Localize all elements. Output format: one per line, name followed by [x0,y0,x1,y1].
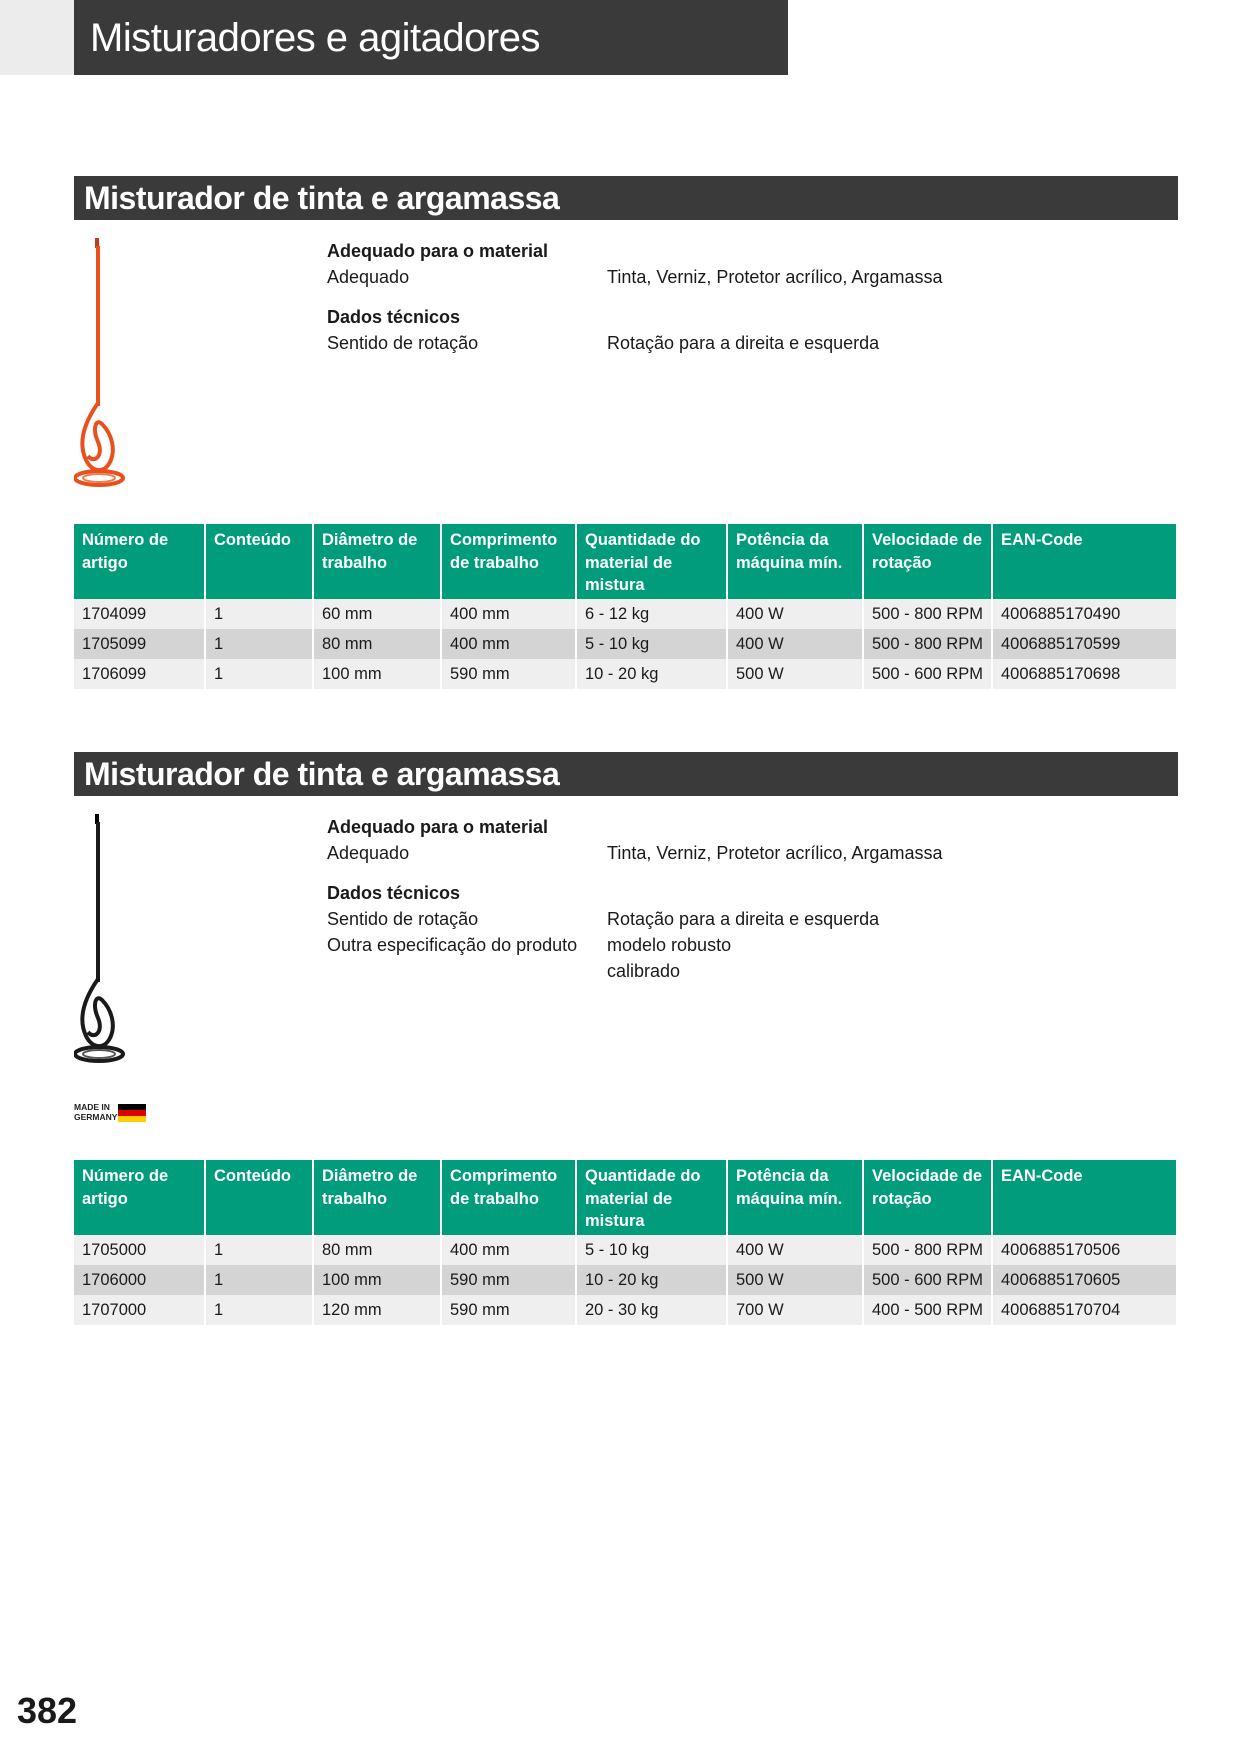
col-ean: EAN-Code [992,1160,1176,1235]
cell-power: 500 W [727,1265,863,1295]
black-mixer-image [74,814,134,1070]
cell-power: 400 W [727,629,863,659]
cell-article-number: 1707000 [74,1295,205,1325]
cell-speed: 400 - 500 RPM [863,1295,992,1325]
cell-ean: 4006885170490 [992,599,1176,629]
cell-speed: 500 - 800 RPM [863,1235,992,1265]
table-header-row [74,524,1176,599]
col-content: Conteúdo [205,524,313,599]
made-in-text: MADE IN GERMANY [74,1102,118,1122]
spec-table [74,524,1176,689]
tech-heading: Dados técnicos [327,883,461,903]
section-title: Misturador de tinta e argamassa [74,176,1178,220]
cell-ean: 4006885170704 [992,1295,1176,1325]
cell-article-number: 1704099 [74,599,205,629]
cell-diameter: 80 mm [313,1235,441,1265]
cell-speed: 500 - 600 RPM [863,659,992,689]
tech-heading: Dados técnicos [327,307,461,327]
other-spec-row [327,932,1167,984]
cell-quantity: 10 - 20 kg [576,659,727,689]
col-article-number: Número de artigo [74,1160,205,1235]
cell-length: 400 mm [441,599,576,629]
table-row [74,1235,1176,1265]
cell-diameter: 100 mm [313,659,441,689]
rotation-value: Rotação para a direita e esquerda [607,333,880,353]
cell-article-number: 1706099 [74,659,205,689]
cell-ean: 4006885170698 [992,659,1176,689]
cell-power: 500 W [727,659,863,689]
page-title: Misturadores e agitadores [74,0,788,75]
cell-quantity: 20 - 30 kg [576,1295,727,1325]
cell-quantity: 5 - 10 kg [576,629,727,659]
col-content: Conteúdo [205,1160,313,1235]
cell-length: 400 mm [441,629,576,659]
orange-mixer-image [74,238,134,494]
col-article-number: Número de artigo [74,524,205,599]
cell-quantity: 5 - 10 kg [576,1235,727,1265]
rotation-key: Sentido de rotação [327,333,479,353]
col-power: Potência da máquina mín. [727,1160,863,1235]
cell-length: 590 mm [441,1265,576,1295]
col-quantity: Quantidade do material de mistura [576,1160,727,1235]
table-header-row [74,1160,1176,1235]
cell-length: 590 mm [441,1295,576,1325]
cell-ean: 4006885170506 [992,1235,1176,1265]
cell-power: 700 W [727,1295,863,1325]
table-row [74,629,1176,659]
cell-ean: 4006885170599 [992,629,1176,659]
cell-speed: 500 - 600 RPM [863,1265,992,1295]
cell-length: 590 mm [441,659,576,689]
col-diameter: Diâmetro de trabalho [313,1160,441,1235]
other-spec-key: Outra especificação do produto [327,935,578,955]
cell-speed: 500 - 800 RPM [863,629,992,659]
cell-content: 1 [205,1265,313,1295]
material-heading: Adequado para o material [327,817,549,837]
page-number: 382 [17,1690,78,1731]
cell-quantity: 6 - 12 kg [576,599,727,629]
product-info [327,238,1167,356]
cell-power: 400 W [727,599,863,629]
cell-article-number: 1705099 [74,629,205,659]
col-speed: Velocidade de rotação [863,524,992,599]
other-spec-value: calibrado [607,961,681,981]
product-section-1 [74,176,1178,683]
table-row [74,659,1176,689]
other-spec-value: modelo robusto [607,935,732,955]
material-heading: Adequado para o material [327,241,549,261]
material-row [327,840,1167,866]
table-row [74,1265,1176,1295]
product-section-2 [74,752,1178,1319]
col-diameter: Diâmetro de trabalho [313,524,441,599]
cell-quantity: 10 - 20 kg [576,1265,727,1295]
col-quantity: Quantidade do material de mistura [576,524,727,599]
product-info [327,814,1167,984]
cell-content: 1 [205,629,313,659]
material-value: Tinta, Verniz, Protetor acrílico, Argamassa [607,843,943,863]
material-row [327,264,1167,290]
cell-article-number: 1705000 [74,1235,205,1265]
section-title: Misturador de tinta e argamassa [74,752,1178,796]
table-row [74,1295,1176,1325]
cell-ean: 4006885170605 [992,1265,1176,1295]
cell-content: 1 [205,599,313,629]
rotation-row [327,330,1167,356]
col-length: Comprimento de trabalho [441,524,576,599]
rotation-row [327,906,1167,932]
cell-article-number: 1706000 [74,1265,205,1295]
material-key: Adequado [327,843,410,863]
col-power: Potência da máquina mín. [727,524,863,599]
col-ean: EAN-Code [992,524,1176,599]
material-value: Tinta, Verniz, Protetor acrílico, Argamassa [607,267,943,287]
col-length: Comprimento de trabalho [441,1160,576,1235]
material-key: Adequado [327,267,410,287]
german-flag-icon [118,1104,146,1122]
rotation-value: Rotação para a direita e esquerda [607,909,880,929]
cell-content: 1 [205,1235,313,1265]
cell-content: 1 [205,1295,313,1325]
cell-diameter: 80 mm [313,629,441,659]
rotation-key: Sentido de rotação [327,909,479,929]
table-row [74,599,1176,629]
col-speed: Velocidade de rotação [863,1160,992,1235]
cell-diameter: 120 mm [313,1295,441,1325]
cell-power: 400 W [727,1235,863,1265]
cell-length: 400 mm [441,1235,576,1265]
cell-content: 1 [205,659,313,689]
spec-table [74,1160,1176,1325]
cell-diameter: 60 mm [313,599,441,629]
cell-speed: 500 - 800 RPM [863,599,992,629]
cell-diameter: 100 mm [313,1265,441,1295]
header-side-tab [0,0,74,75]
